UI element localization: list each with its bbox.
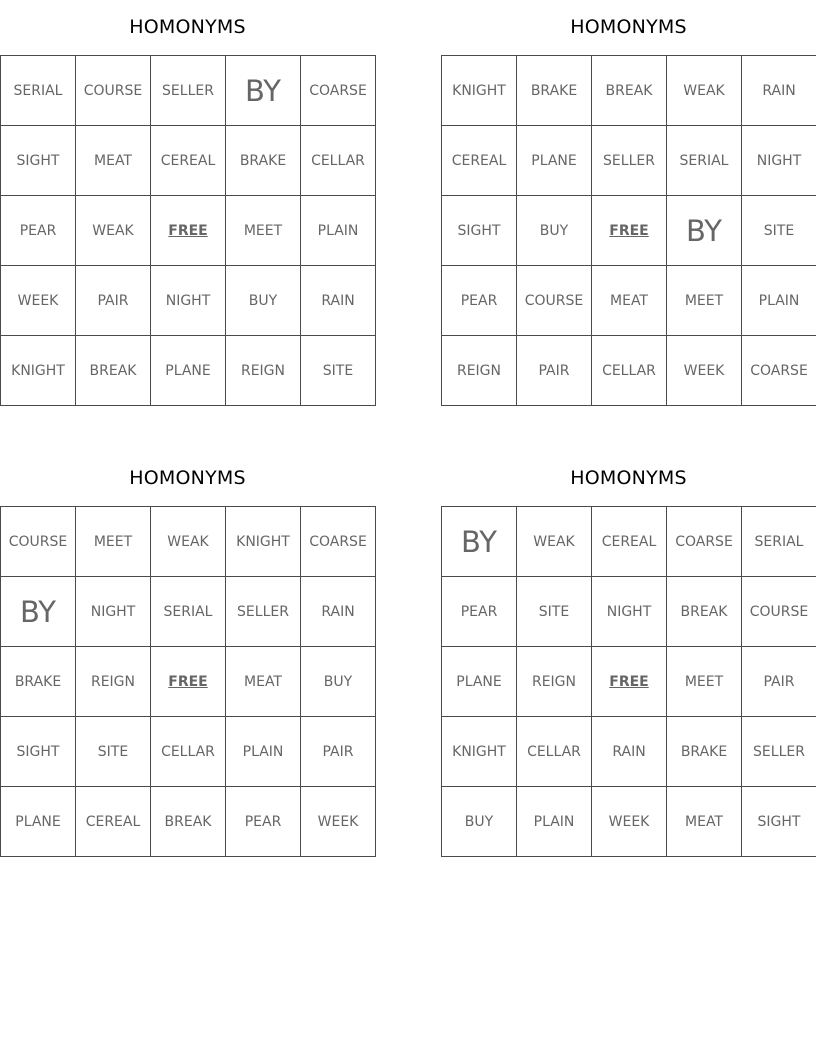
grid-cell: PAIR xyxy=(517,336,592,406)
grid-cell: PAIR xyxy=(76,266,151,336)
grid-cell: RAIN xyxy=(301,577,376,647)
grid-cell: CEREAL xyxy=(151,126,226,196)
grid-cell: BRAKE xyxy=(517,56,592,126)
grid-row xyxy=(1,507,376,577)
grid-row xyxy=(1,56,376,126)
grid-cell: PLAIN xyxy=(742,266,816,336)
free-space-label: FREE xyxy=(168,673,208,690)
grid-cell: SITE xyxy=(742,196,816,266)
grid-row xyxy=(1,266,376,336)
grid-cell: MEAT xyxy=(592,266,667,336)
grid-cell: SERIAL xyxy=(1,56,76,126)
grid-row xyxy=(442,336,816,406)
grid-cell: CELLAR xyxy=(151,717,226,787)
grid-cell: CEREAL xyxy=(76,787,151,857)
grid-cell: CELLAR xyxy=(517,717,592,787)
grid-cell: WEEK xyxy=(592,787,667,857)
grid-cell: PAIR xyxy=(301,717,376,787)
grid-cell: SITE xyxy=(517,577,592,647)
grid-cell: BREAK xyxy=(151,787,226,857)
grid-cell: RAIN xyxy=(742,56,816,126)
grid-cell: BREAK xyxy=(592,56,667,126)
grid-cell: CEREAL xyxy=(442,126,517,196)
grid-cell: BY xyxy=(442,507,517,577)
grid-cell: BY xyxy=(1,577,76,647)
grid-cell: PLAIN xyxy=(226,717,301,787)
free-space-label: FREE xyxy=(609,222,649,239)
grid-cell: BY xyxy=(667,196,742,266)
free-space-label: FREE xyxy=(609,673,649,690)
grid-row xyxy=(442,507,816,577)
grid-cell: PLANE xyxy=(151,336,226,406)
grid-cell: MEAT xyxy=(667,787,742,857)
grid-cell: PLANE xyxy=(442,647,517,717)
grid-row xyxy=(1,577,376,647)
grid-cell: COURSE xyxy=(1,507,76,577)
grid-cell: BREAK xyxy=(667,577,742,647)
grid-cell: WEEK xyxy=(301,787,376,857)
grid-cell: CEREAL xyxy=(592,507,667,577)
grid-row xyxy=(1,647,376,717)
grid-cell: WEAK xyxy=(151,507,226,577)
grid-cell: BUY xyxy=(442,787,517,857)
grid-cell: MEET xyxy=(667,266,742,336)
grid-cell: NIGHT xyxy=(742,126,816,196)
grid-cell: PEAR xyxy=(226,787,301,857)
grid-cell: BUY xyxy=(226,266,301,336)
grid-cell: CELLAR xyxy=(301,126,376,196)
grid-cell: PLAIN xyxy=(301,196,376,266)
bingo-grid xyxy=(441,55,816,406)
grid-cell: SERIAL xyxy=(667,126,742,196)
grid-row xyxy=(442,56,816,126)
bingo-grid xyxy=(0,55,376,406)
grid-cell: RAIN xyxy=(592,717,667,787)
grid-cell: SELLER xyxy=(226,577,301,647)
grid-cell: CELLAR xyxy=(592,336,667,406)
grid-cell: KNIGHT xyxy=(1,336,76,406)
grid-row xyxy=(1,336,376,406)
grid-cell: NIGHT xyxy=(151,266,226,336)
grid-cell: REIGN xyxy=(442,336,517,406)
grid-cell: REIGN xyxy=(76,647,151,717)
grid-row xyxy=(442,717,816,787)
grid-cell: MEET xyxy=(226,196,301,266)
grid-cell: KNIGHT xyxy=(226,507,301,577)
grid-cell: BUY xyxy=(517,196,592,266)
grid-cell: SERIAL xyxy=(742,507,816,577)
grid-cell: BRAKE xyxy=(667,717,742,787)
grid-cell: MEET xyxy=(76,507,151,577)
grid-cell: BRAKE xyxy=(1,647,76,717)
grid-cell: PEAR xyxy=(442,266,517,336)
grid-cell: COARSE xyxy=(301,507,376,577)
grid-cell: SITE xyxy=(76,717,151,787)
grid-cell: WEEK xyxy=(667,336,742,406)
grid-cell: PLAIN xyxy=(517,787,592,857)
grid-cell: REIGN xyxy=(517,647,592,717)
grid-row xyxy=(1,787,376,857)
grid-cell: WEAK xyxy=(517,507,592,577)
grid-cell: WEEK xyxy=(1,266,76,336)
grid-cell: SELLER xyxy=(151,56,226,126)
grid-cell: REIGN xyxy=(226,336,301,406)
grid-cell: SELLER xyxy=(742,717,816,787)
grid-cell: COURSE xyxy=(742,577,816,647)
grid-cell: PEAR xyxy=(442,577,517,647)
grid-cell: COARSE xyxy=(667,507,742,577)
grid-cell: MEAT xyxy=(76,126,151,196)
grid-cell: SIGHT xyxy=(442,196,517,266)
card-title: HOMONYMS xyxy=(129,16,246,38)
grid-cell: COURSE xyxy=(517,266,592,336)
grid-row xyxy=(442,577,816,647)
free-space-cell xyxy=(151,196,226,266)
grid-cell: SIGHT xyxy=(1,126,76,196)
grid-cell: KNIGHT xyxy=(442,717,517,787)
grid-cell: COURSE xyxy=(76,56,151,126)
grid-cell: MEET xyxy=(667,647,742,717)
grid-cell: PAIR xyxy=(742,647,816,717)
grid-cell: NIGHT xyxy=(592,577,667,647)
card-title: HOMONYMS xyxy=(129,467,246,489)
grid-cell: WEAK xyxy=(76,196,151,266)
grid-row xyxy=(1,126,376,196)
card-title: HOMONYMS xyxy=(570,467,687,489)
grid-cell: PLANE xyxy=(1,787,76,857)
grid-row xyxy=(1,717,376,787)
grid-cell: SIGHT xyxy=(1,717,76,787)
grid-cell: SELLER xyxy=(592,126,667,196)
grid-cell: KNIGHT xyxy=(442,56,517,126)
free-space-cell xyxy=(151,647,226,717)
bingo-grid xyxy=(441,506,816,857)
card-title: HOMONYMS xyxy=(570,16,687,38)
grid-cell: PLANE xyxy=(517,126,592,196)
grid-row xyxy=(442,647,816,717)
free-space-label: FREE xyxy=(168,222,208,239)
grid-cell: SITE xyxy=(301,336,376,406)
grid-row xyxy=(442,266,816,336)
grid-cell: WEAK xyxy=(667,56,742,126)
grid-cell: BRAKE xyxy=(226,126,301,196)
grid-cell: BUY xyxy=(301,647,376,717)
grid-cell: RAIN xyxy=(301,266,376,336)
grid-cell: NIGHT xyxy=(76,577,151,647)
grid-cell: BREAK xyxy=(76,336,151,406)
grid-row xyxy=(442,126,816,196)
grid-cell: SERIAL xyxy=(151,577,226,647)
grid-row xyxy=(442,787,816,857)
grid-cell: PEAR xyxy=(1,196,76,266)
grid-cell: COARSE xyxy=(301,56,376,126)
free-space-cell xyxy=(592,196,667,266)
grid-cell: COARSE xyxy=(742,336,816,406)
grid-cell: BY xyxy=(226,56,301,126)
grid-row xyxy=(442,196,816,266)
bingo-grid xyxy=(0,506,376,857)
grid-cell: MEAT xyxy=(226,647,301,717)
grid-cell: SIGHT xyxy=(742,787,816,857)
free-space-cell xyxy=(592,647,667,717)
grid-row xyxy=(1,196,376,266)
